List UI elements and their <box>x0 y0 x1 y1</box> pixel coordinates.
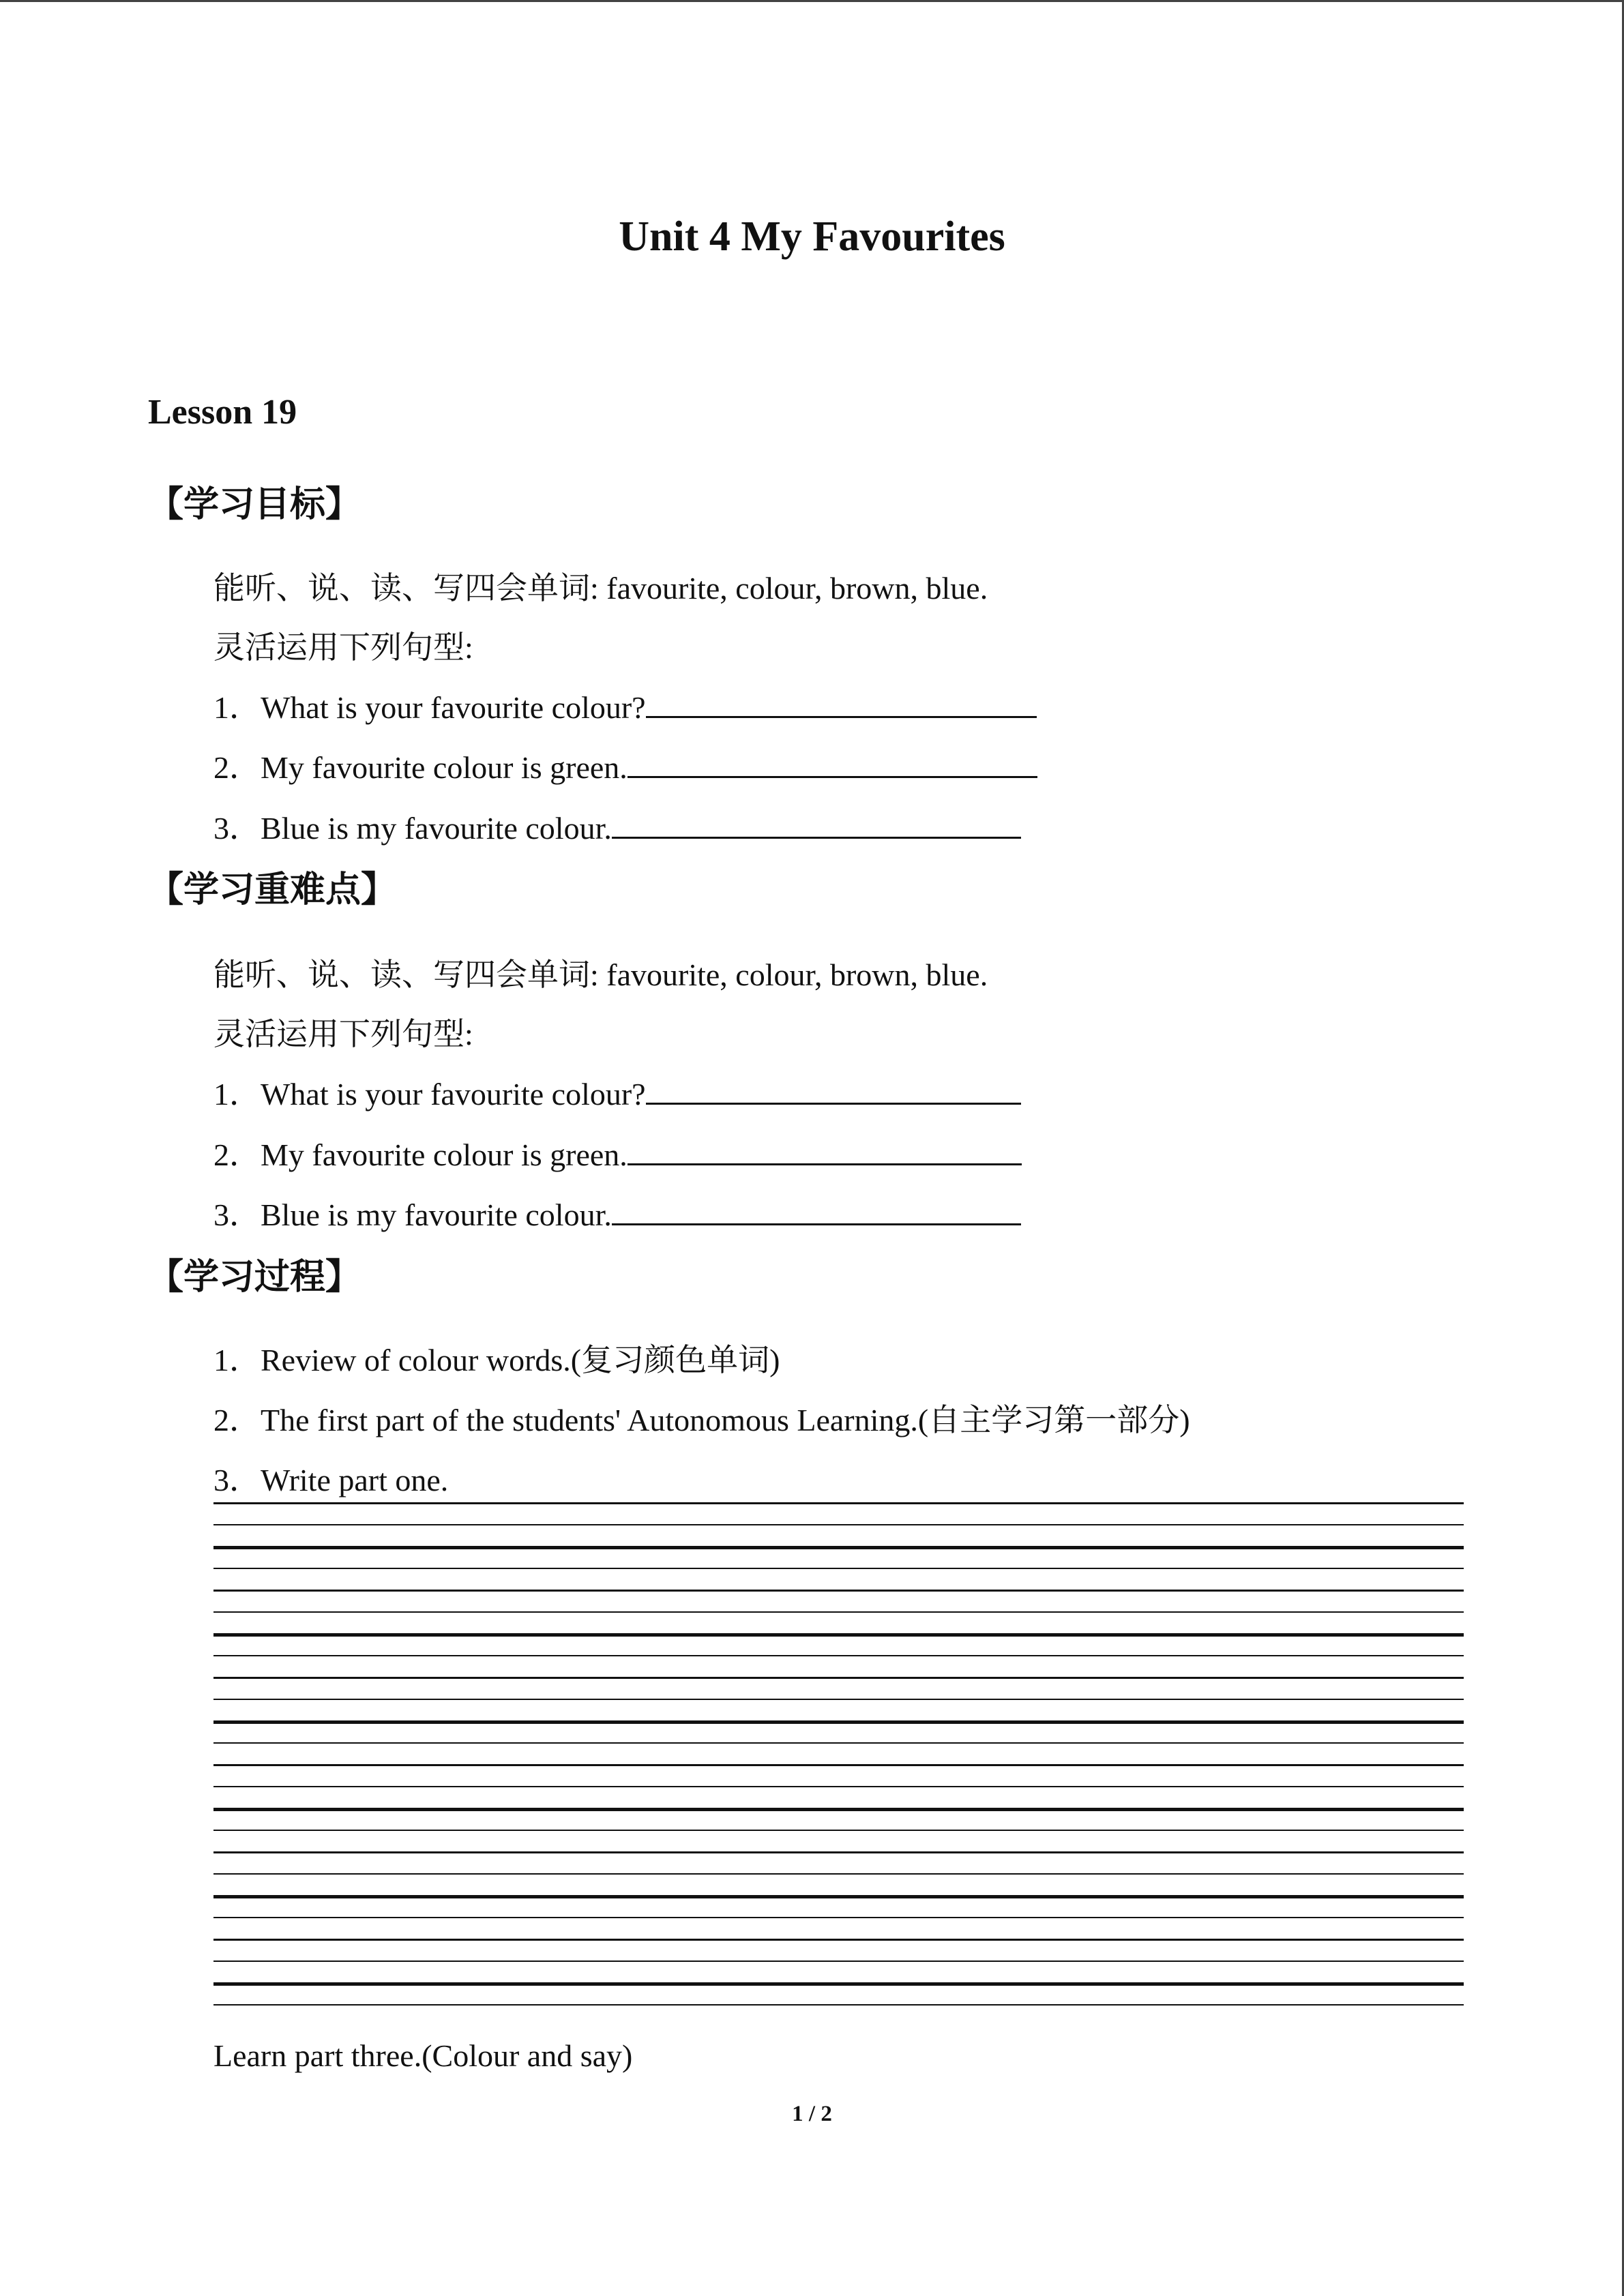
answer-blank[interactable] <box>646 689 1037 718</box>
item-number: 3． <box>213 1197 261 1232</box>
writing-line <box>213 1960 1464 1962</box>
item-text: My favourite colour is green. <box>261 750 628 785</box>
writing-line <box>213 1677 1464 1679</box>
writing-line <box>213 1590 1464 1592</box>
writing-line <box>213 1830 1464 1831</box>
key-points-patterns-intro: 灵活运用下列句型: <box>213 1017 473 1052</box>
page-title: Unit 4 My Favourites <box>619 213 1005 260</box>
item-text: The first part of the students' Autonomous Learning.(自主学习第一部分) <box>261 1403 1190 1437</box>
item-text: Blue is my favourite colour. <box>261 811 612 846</box>
key-points-item-2 <box>213 1130 1022 1175</box>
top-border <box>0 0 1624 2</box>
item-number: 3． <box>213 1463 261 1497</box>
answer-blank[interactable] <box>612 1196 1021 1225</box>
answer-blank[interactable] <box>612 809 1021 839</box>
writing-line <box>213 1546 1464 1549</box>
item-number: 2． <box>213 1137 261 1172</box>
item-number: 2． <box>213 1403 261 1437</box>
writing-line <box>213 1808 1464 1811</box>
key-points-item-1 <box>213 1069 1021 1114</box>
item-number: 2． <box>213 750 261 785</box>
writing-line <box>213 1524 1464 1525</box>
writing-line <box>213 2004 1464 2006</box>
lesson-heading: Lesson 19 <box>148 393 297 432</box>
learn-part-three: Learn part three.(Colour and say) <box>213 2038 633 2073</box>
process-heading: 【学习过程】 <box>148 1257 361 1298</box>
writing-line <box>213 1655 1464 1656</box>
objectives-item-3 <box>213 803 1021 848</box>
key-points-heading: 【学习重难点】 <box>148 869 397 910</box>
process-item-2 <box>213 1395 1190 1440</box>
writing-line <box>213 1611 1464 1613</box>
key-points-vocab-line: 能听、说、读、写四会单词: favourite, colour, brown, blue. <box>213 957 988 992</box>
objectives-patterns-intro: 灵活运用下列句型: <box>213 630 473 665</box>
writing-line <box>213 1873 1464 1875</box>
item-text: What is your favourite colour? <box>261 690 646 725</box>
item-number: 1． <box>213 1077 261 1112</box>
writing-line <box>213 1982 1464 1986</box>
process-item-1 <box>213 1335 780 1380</box>
writing-line <box>213 1917 1464 1918</box>
writing-line <box>213 1720 1464 1724</box>
item-text: Blue is my favourite colour. <box>261 1197 612 1232</box>
writing-line <box>213 1633 1464 1637</box>
answer-blank[interactable] <box>628 1136 1022 1165</box>
writing-line <box>213 1786 1464 1787</box>
answer-blank[interactable] <box>646 1075 1021 1105</box>
writing-line <box>213 1502 1464 1504</box>
writing-line <box>213 1895 1464 1898</box>
key-points-item-3 <box>213 1190 1021 1235</box>
writing-line <box>213 1568 1464 1569</box>
answer-blank[interactable] <box>628 749 1037 778</box>
process-item-3 <box>213 1455 448 1500</box>
writing-line <box>213 1764 1464 1766</box>
item-number: 1． <box>213 1343 261 1377</box>
page-number: 1 / 2 <box>792 2102 832 2126</box>
item-number: 3． <box>213 811 261 846</box>
item-number: 1． <box>213 690 261 725</box>
writing-line <box>213 1742 1464 1744</box>
objectives-vocab-line: 能听、说、读、写四会单词: favourite, colour, brown, blue. <box>213 571 988 606</box>
item-text: Review of colour words.(复习颜色单词) <box>261 1343 780 1377</box>
objectives-heading: 【学习目标】 <box>148 484 361 525</box>
item-text: What is your favourite colour? <box>261 1077 646 1112</box>
writing-line <box>213 1939 1464 1941</box>
item-text: Write part one. <box>261 1463 449 1497</box>
objectives-item-1 <box>213 683 1037 728</box>
writing-line <box>213 1699 1464 1700</box>
objectives-item-2 <box>213 743 1037 788</box>
item-text: My favourite colour is green. <box>261 1137 628 1172</box>
writing-line <box>213 1851 1464 1853</box>
